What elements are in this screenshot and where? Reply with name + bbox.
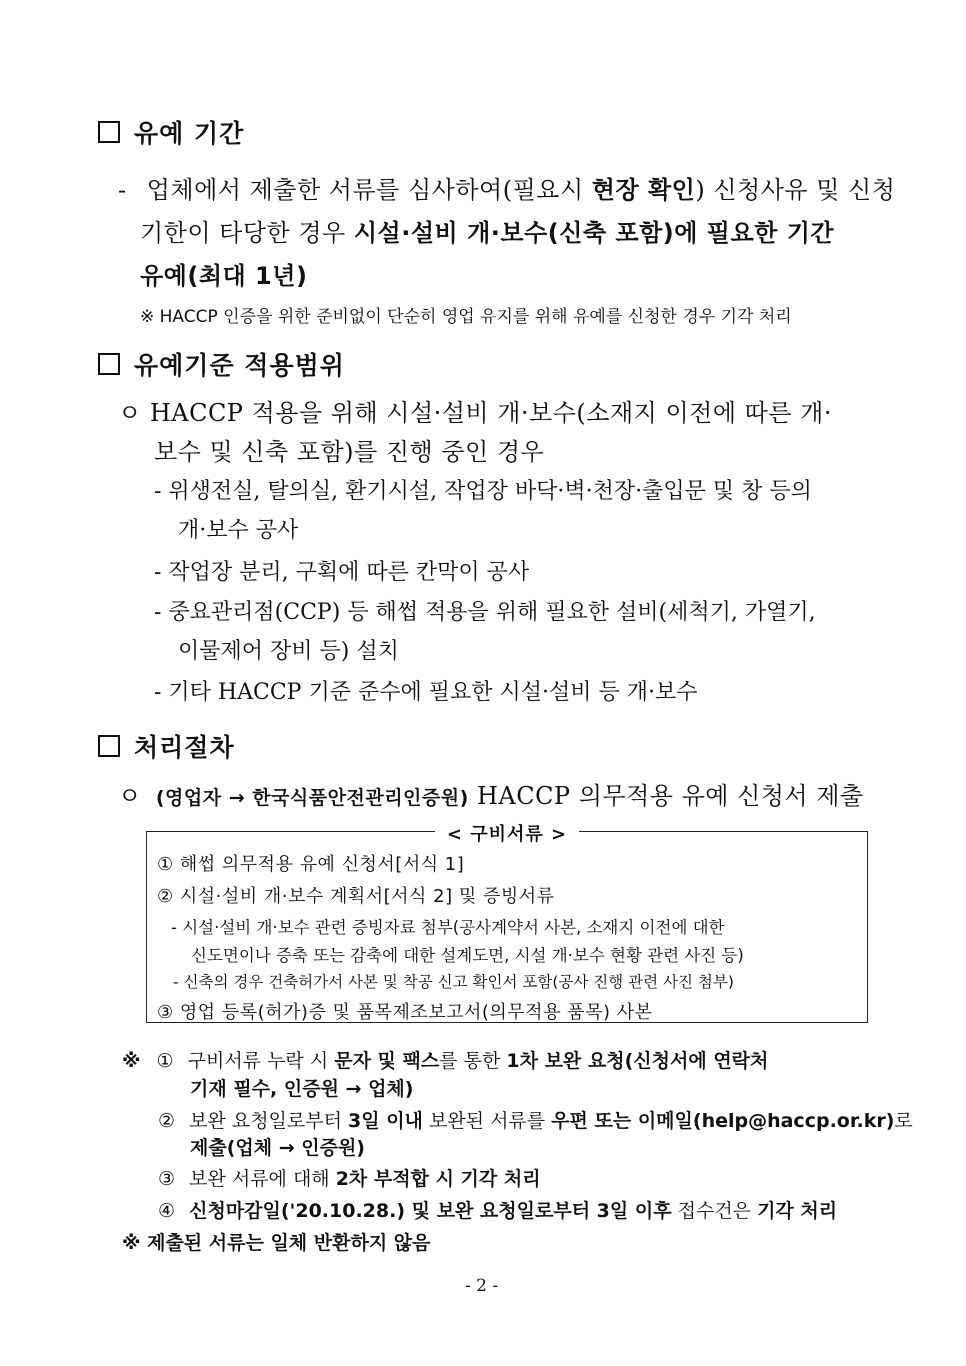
- text: ) 신청사유 및 신청: [695, 176, 896, 204]
- required-documents-box: [146, 824, 868, 1023]
- checkbox-square-icon: [98, 121, 120, 143]
- text: 보완된 서류를: [422, 1110, 552, 1132]
- section-grace-period-heading: [98, 114, 244, 150]
- scope-bullet-line1: ㅇ HACCP 적용을 위해 시설·설비 개·보수(소재지 이전에 따른 개·: [118, 399, 832, 427]
- note-num: ②: [158, 1110, 176, 1132]
- grace-para-line1: [118, 170, 895, 205]
- page-number: - 2 -: [465, 1276, 499, 1296]
- text: 로: [894, 1110, 913, 1132]
- section-title: 처리절차: [134, 733, 235, 762]
- section-procedure-heading: [98, 728, 235, 764]
- procedure-bullet: [118, 776, 864, 811]
- text: 업체에서 제출한 서류를 심사하여(필요시: [146, 176, 592, 204]
- text-bold: 우편 또는 이메일(help@haccp.or.kr): [551, 1110, 895, 1132]
- text-bold: 시설·설비 개·보수(신축 포함)에 필요한 기간: [353, 219, 835, 247]
- text: 기한이 타당한 경우: [140, 219, 354, 247]
- section-title: 유예 기간: [134, 119, 245, 148]
- checkbox-square-icon: [98, 735, 120, 757]
- grace-note: ※ HACCP 인증을 위한 준비없이 단순히 영업 유지를 위해 유예를 신청한 경우 기각 처리: [140, 307, 792, 327]
- section-scope-heading: [98, 346, 345, 382]
- text-bold: 신청마감일('20.10.28.) 및 보완 요청일로부터 3일 이후: [189, 1200, 672, 1222]
- text-bold: 기각 처리: [757, 1200, 838, 1222]
- note-2-line2: 제출(업체 → 인증원): [190, 1137, 365, 1159]
- dash: -: [118, 176, 127, 204]
- scope-item3-line2: 이물제어 장비 등) 설치: [178, 639, 399, 664]
- scope-item3-line1: - 중요관리점(CCP) 등 해썹 적용을 위해 필요한 설비(세척기, 가열기,: [154, 600, 816, 625]
- text-bold: 현장 확인: [591, 176, 696, 204]
- text: 보완 서류에 대해: [189, 1168, 336, 1190]
- note-num: ④: [158, 1200, 176, 1222]
- note-1-line1: [122, 1046, 768, 1073]
- text-bold: 2차 부적합 시 기각 처리: [335, 1168, 541, 1190]
- scope-item2: - 작업장 분리, 구획에 따른 칸막이 공사: [154, 560, 530, 585]
- note-num: ①: [156, 1050, 174, 1072]
- title-text: < 구비서류 >: [435, 824, 579, 845]
- grace-para-line2: [140, 213, 834, 248]
- text: 접수건은: [671, 1200, 758, 1222]
- scope-bullet-line2: 보수 및 신축 포함)를 진행 중인 경우: [154, 438, 545, 466]
- doc-line-6: ③ 영업 등록(허가)증 및 품목제조보고서(의무적용 품목) 사본: [157, 1002, 653, 1023]
- doc-line-2: ② 시설·설비 개·보수 계획서[서식 2] 및 증빙서류: [157, 886, 555, 907]
- note-num: ③: [158, 1168, 176, 1190]
- text: HACCP 의무적용 유예 신청서 제출: [468, 782, 864, 810]
- grace-para-line3: 유예(최대 1년): [140, 262, 308, 290]
- text: 를 통한: [439, 1050, 507, 1072]
- checkbox-square-icon: [98, 353, 120, 375]
- text: 보완 요청일로부터: [189, 1110, 349, 1132]
- doc-line-3: - 시설·설비 개·보수 관련 증빙자료 첨부(공사계약서 사본, 소재지 이전에 대한: [171, 918, 725, 937]
- scope-item4: - 기타 HACCP 기준 준수에 필요한 시설·설비 등 개·보수: [154, 680, 698, 705]
- final-note: ※ 제출된 서류는 일체 반환하지 않음: [122, 1232, 431, 1254]
- doc-line-4: 신도면이나 증축 또는 감축에 대한 설계도면, 시설 개·보수 현황 관련 사진 등): [191, 946, 744, 965]
- note-4: [158, 1196, 837, 1223]
- note-2-line1: [158, 1106, 913, 1133]
- text-bold: 문자 및 팩스: [334, 1050, 440, 1072]
- scope-item1-line1: - 위생전실, 탈의실, 환기시설, 작업장 바닥·벽·천장·출입문 및 창 등의: [154, 479, 812, 504]
- scope-item1-line2: 개·보수 공사: [178, 518, 299, 543]
- text-bold: 1차 보완 요청(신청서에 연락처: [506, 1050, 769, 1072]
- text: 구비서류 누락 시: [187, 1050, 335, 1072]
- required-documents-title: [147, 820, 867, 846]
- note-mark: ※: [122, 1050, 141, 1072]
- note-3: [158, 1164, 541, 1191]
- note-1-line2: 기재 필수, 인증원 → 업체): [190, 1078, 414, 1100]
- text-bold: 3일 이내: [348, 1110, 423, 1132]
- doc-line-5: - 신축의 경우 건축허가서 사본 및 착공 신고 확인서 포함(공사 진행 관련 사진 첨부): [173, 973, 734, 991]
- section-title: 유예기준 적용범위: [134, 351, 345, 380]
- doc-line-1: ① 해썹 의무적용 유예 신청서[서식 1]: [157, 854, 465, 875]
- bullet-mark: ㅇ: [118, 782, 142, 810]
- text-bold: (영업자 → 한국식품안전관리인증원): [155, 787, 469, 809]
